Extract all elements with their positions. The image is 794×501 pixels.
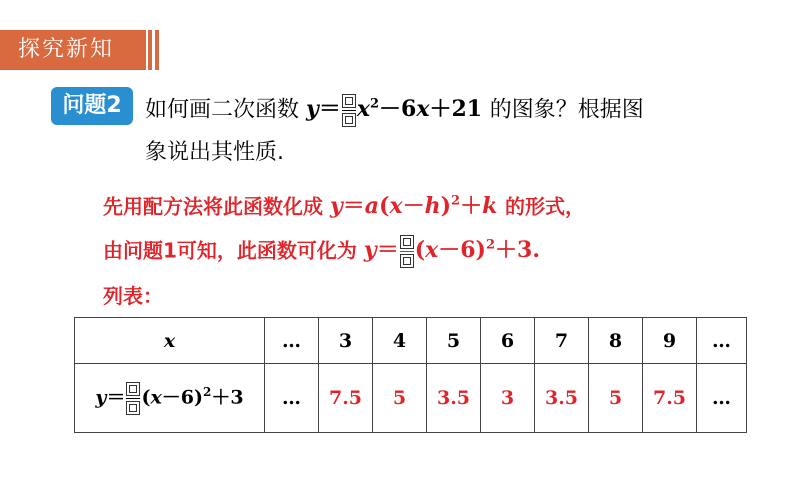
paren: ): [440, 193, 452, 220]
row-header-x: x: [75, 318, 265, 364]
hint-line-2: [103, 232, 540, 268]
fraction-coefficient: [400, 235, 414, 268]
fraction-denominator-glyph: [400, 254, 414, 268]
values-table: [74, 317, 747, 433]
row-header-y: [75, 364, 265, 433]
table-cell: …: [265, 318, 319, 364]
table-cell: 7.5: [643, 364, 697, 433]
hint-text: 先用配方法将此函数化成: [103, 194, 323, 219]
table-cell: 7.5: [319, 364, 373, 433]
plus-sign: ＋: [460, 193, 483, 220]
section-tag-band: [0, 30, 146, 70]
var-a: a: [364, 193, 380, 220]
section-header: [0, 30, 158, 70]
table-cell: 3: [481, 364, 535, 433]
table-cell: 5: [589, 364, 643, 433]
converted-formula: [364, 237, 540, 263]
equals-sign: ＝: [342, 193, 365, 220]
table-cell: 6: [481, 318, 535, 364]
table-cell: 9: [643, 318, 697, 364]
table-cell: …: [697, 364, 747, 433]
paren: (: [379, 193, 390, 220]
equals-sign: ＝: [318, 96, 341, 123]
fraction-coefficient: [342, 94, 356, 127]
decor-stripe: [155, 30, 159, 70]
fraction-numerator-glyph: [400, 235, 414, 249]
question-line-2: 象说出其性质.: [145, 140, 284, 165]
decor-stripe: [148, 30, 152, 70]
paren: (: [414, 237, 426, 264]
table-cell: 8: [589, 318, 643, 364]
question-formula: [306, 96, 490, 122]
exponent: 2: [203, 384, 212, 399]
var-x: x: [389, 193, 403, 220]
question-badge: 问题2: [51, 87, 133, 125]
table-cell: 4: [373, 318, 427, 364]
table-cell: …: [697, 318, 747, 364]
table-cell: 3.5: [535, 364, 589, 433]
fraction-coefficient: [126, 382, 140, 415]
question-intro: 如何画二次函数: [145, 97, 300, 123]
list-label: 列表：: [103, 284, 163, 308]
table-cell: 7: [535, 318, 589, 364]
formula-term: －6: [379, 96, 417, 123]
question-tail: 的图象？根据图: [489, 97, 644, 123]
var-y: y: [306, 96, 319, 123]
equals-sign: ＝: [376, 237, 399, 264]
formula-term: ＋21: [429, 96, 483, 123]
formula-term: ＋3.: [495, 237, 540, 264]
hint-tail: 的形式，: [505, 194, 586, 219]
exponent: 2: [485, 238, 496, 253]
table-cell: …: [265, 364, 319, 433]
table-cell: 5: [373, 364, 427, 433]
paren: (: [141, 386, 151, 409]
formula-term: －6): [161, 386, 203, 409]
var-x: x: [416, 96, 430, 123]
fraction-denominator-glyph: [126, 401, 140, 415]
hint-text: 由问题1可知，此函数可化为: [103, 238, 357, 263]
formula-term: ＋3: [211, 386, 244, 409]
var-x: x: [150, 386, 162, 409]
section-tag: 探究新知: [18, 37, 115, 62]
var-x: x: [425, 237, 439, 264]
var-y: y: [95, 386, 107, 409]
fraction-numerator-glyph: [342, 94, 356, 108]
vertex-form-formula: [330, 193, 505, 219]
table-cell: 5: [427, 318, 481, 364]
minus-sign: －: [402, 193, 425, 220]
exponent: 2: [451, 194, 461, 209]
var-y: y: [363, 237, 377, 264]
hint-line-1: [103, 188, 585, 220]
table-cell: 3: [319, 318, 373, 364]
table-row-x: [75, 318, 747, 364]
formula-term: －6): [438, 237, 486, 264]
table-cell: 3.5: [427, 364, 481, 433]
equals-sign: ＝: [106, 386, 126, 409]
question-line-1: [145, 90, 644, 127]
var-k: k: [482, 193, 498, 220]
table-row-y: [75, 364, 747, 433]
var-h: h: [424, 193, 441, 220]
fraction-denominator-glyph: [342, 113, 356, 127]
var-y: y: [329, 193, 343, 220]
fraction-numerator-glyph: [126, 382, 140, 396]
exponent: 2: [369, 97, 379, 112]
var-x: x: [356, 96, 370, 123]
